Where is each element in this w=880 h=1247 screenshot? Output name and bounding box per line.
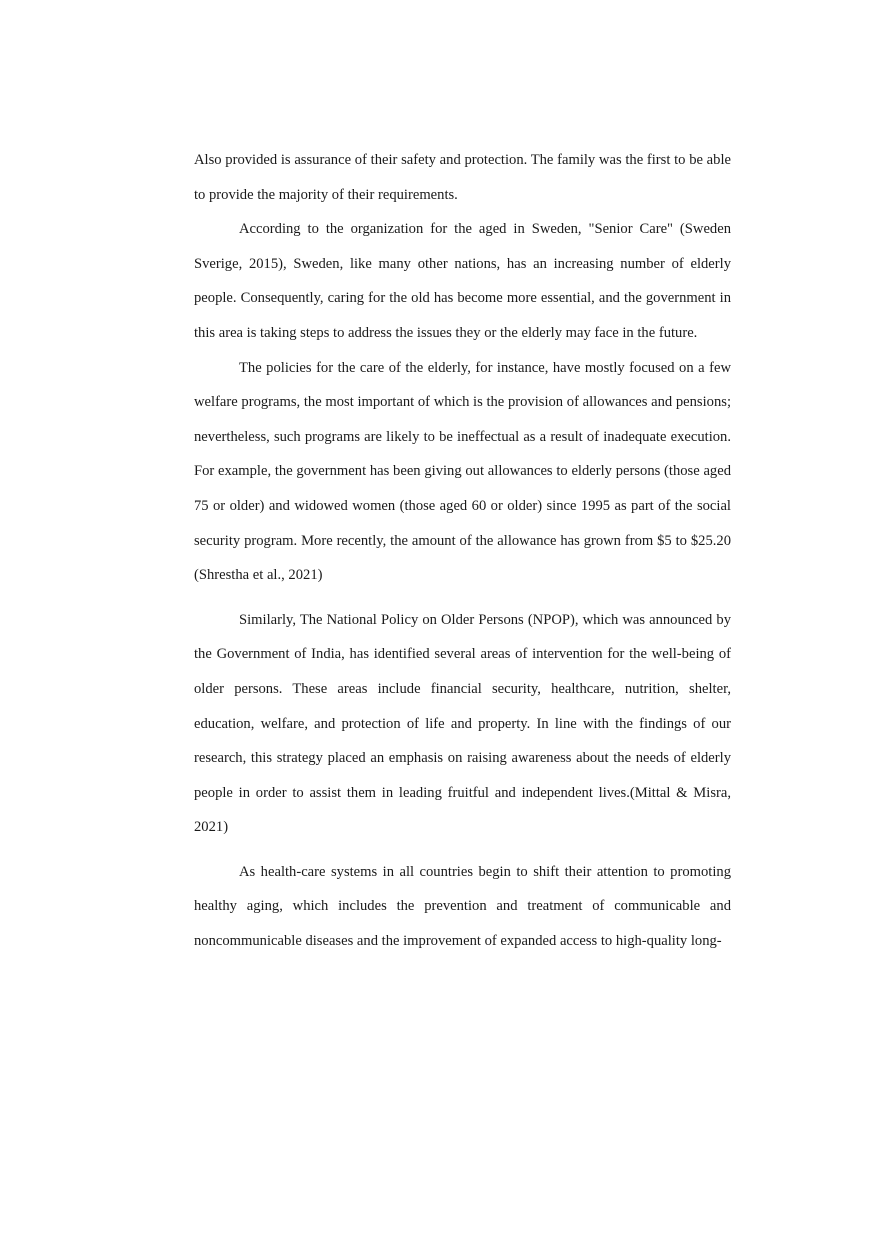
paragraph-gap	[194, 845, 731, 855]
paragraph-5: As health-care systems in all countries begin to shift their attention to promoting healthy aging, which includes the prevention and treatment of communicable and noncommunicable diseases and the improvement of expanded access to high-quality long-	[194, 863, 731, 950]
body-text	[194, 143, 731, 959]
paragraph-4: Similarly, The National Policy on Older Persons (NPOP), which was announced by the Government of India, has identified several areas of intervention for the well-being of older persons. These areas include financial security, healthcare, nutrition, shelter, education, welfare, and protection of life and property. In line with the findings of our research, this strategy placed an emphasis on raising awareness about the needs of elderly people in order to assist them in leading fruitful and independent lives.(Mittal & Misra, 2021)	[194, 611, 731, 836]
paragraph-gap	[194, 593, 731, 603]
paragraph-2: According to the organization for the aged in Sweden, "Senior Care" (Sweden Sverige, 2015), Sweden, like many other nations, has an increasing number of elderly people. Consequently, caring for the old has become more essential, and the government in this area is taking steps to address the issues they or the elderly may face in the future.	[194, 221, 731, 341]
paragraph-1: Also provided is assurance of their safety and protection. The family was the first to be able to provide the majority of their requirements.	[194, 152, 731, 203]
paragraph-3: The policies for the care of the elderly, for instance, have mostly focused on a few welfare programs, the most important of which is the provision of allowances and pensions; nevertheless, such programs are likely to be ineffectual as a result of inadequate execution. For example, the government has been giving out allowances to elderly persons (those aged 75 or older) and widowed women (those aged 60 or older) since 1995 as part of the social security program. More recently, the amount of the allowance has grown from $5 to $25.20 (Shrestha et al., 2021)	[194, 359, 731, 584]
